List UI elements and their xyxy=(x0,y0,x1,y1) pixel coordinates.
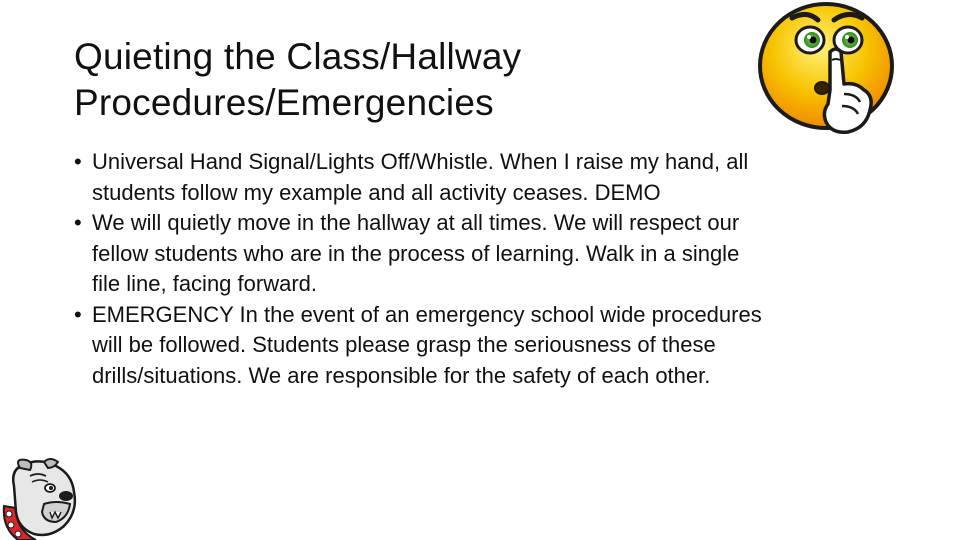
title-line-1: Quieting the Class/Hallway xyxy=(74,36,522,77)
bullet-item xyxy=(74,208,874,300)
bullet-3-line-2: will be followed. Students please grasp the seriousness of these xyxy=(92,332,716,357)
title-line-2: Procedures/Emergencies xyxy=(74,82,494,123)
bullet-marker: • xyxy=(74,149,82,174)
bullet-marker: • xyxy=(74,210,82,235)
slide-title xyxy=(74,34,714,126)
bullet-marker: • xyxy=(74,301,82,327)
bullet-2-line-2: fellow students who are in the process of learning. Walk in a single xyxy=(92,240,740,266)
bullet-item xyxy=(74,300,874,392)
bullet-3-line-3: drills/situations. We are responsible for the safety of each other. xyxy=(92,362,711,388)
shush-smiley-icon xyxy=(752,0,900,140)
bullet-1-line-2: students follow my example and all activity ceases. DEMO xyxy=(92,179,661,205)
bullet-list xyxy=(74,147,874,391)
bullet-3-line-1: EMERGENCY In the event of an emergency school wide procedures xyxy=(92,301,762,327)
bullet-1-line-1: Universal Hand Signal/Lights Off/Whistle. When I raise my hand, all xyxy=(92,149,749,174)
bulldog-mascot-icon xyxy=(0,456,80,540)
bullet-2-line-1: We will quietly move in the hallway at all times. We will respect our xyxy=(92,210,740,235)
bullet-item xyxy=(74,147,874,208)
bullet-2-line-3: file line, facing forward. xyxy=(92,271,317,296)
